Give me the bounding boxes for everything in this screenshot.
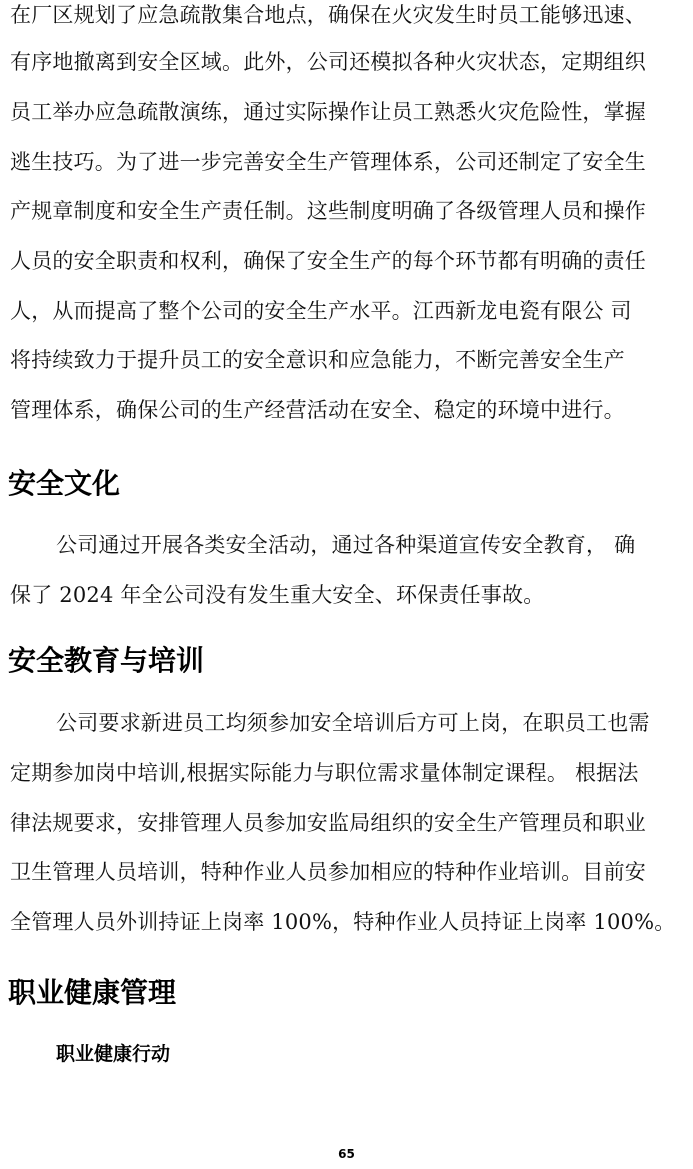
paragraph-line: 公司要求新进员工均须参加安全培训后方可上岗，在职员工也需 xyxy=(56,711,650,735)
paragraph-line: 保了 2024 年全公司没有发生重大安全、环保责任事故。 xyxy=(10,583,545,607)
paragraph-line: 卫生管理人员培训，特种作业人员参加相应的特种作业培训。目前安 xyxy=(10,860,646,884)
paragraph-line: 律法规要求，安排管理人员参加安监局组织的安全生产管理员和职业 xyxy=(10,811,646,835)
paragraph-line: 全管理人员外训持证上岗率 100%，特种作业人员持证上岗率 100%。 xyxy=(10,910,676,934)
paragraph-line: 人员的安全职责和权利，确保了安全生产的每个环节都有明确的责任 xyxy=(10,249,646,273)
section-heading-safety-culture: 安全文化 xyxy=(8,467,121,500)
paragraph-line: 逃生技巧。为了进一步完善安全生产管理体系，公司还制定了安全生 xyxy=(10,150,646,174)
page-number: 65 xyxy=(338,1147,355,1161)
section-heading-occupational-health: 职业健康管理 xyxy=(8,976,177,1009)
paragraph-line: 将持续致力于提升员工的安全意识和应急能力，不断完善安全生产 xyxy=(10,348,625,372)
paragraph-line: 有序地撤离到安全区域。此外，公司还模拟各种火灾状态，定期组织 xyxy=(10,50,646,74)
paragraph-line: 人，从而提高了整个公司的安全生产水平。江西新龙电瓷有限公 司 xyxy=(10,299,632,323)
paragraph-line: 定期参加岗中培训,根据实际能力与职位需求量体制定课程。 根据法 xyxy=(10,761,639,785)
paragraph-line: 产规章制度和安全生产责任制。这些制度明确了各级管理人员和操作 xyxy=(10,199,646,223)
paragraph-line: 员工举办应急疏散演练，通过实际操作让员工熟悉火灾危险性，掌握 xyxy=(10,100,646,124)
paragraph-line: 公司通过开展各类安全活动，通过各种渠道宣传安全教育， 确 xyxy=(56,533,636,557)
paragraph-line: 在厂区规划了应急疏散集合地点，确保在火灾发生时员工能够迅速、 xyxy=(10,3,646,27)
section-heading-training: 安全教育与培训 xyxy=(8,644,205,677)
paragraph-line: 管理体系，确保公司的生产经营活动在安全、稳定的环境中进行。 xyxy=(10,398,625,422)
subsection-heading-health-action: 职业健康行动 xyxy=(56,1043,171,1065)
